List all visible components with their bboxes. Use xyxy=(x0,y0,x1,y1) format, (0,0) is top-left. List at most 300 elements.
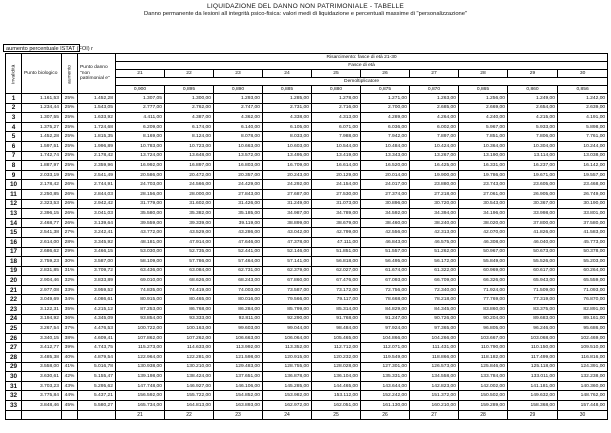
footer-age-25: 25 xyxy=(312,410,361,419)
increase-pct-cell: 26% xyxy=(62,218,78,228)
amount-cell: 1.249,00 xyxy=(508,94,558,104)
amount-cell: 91.247,00 xyxy=(361,314,410,324)
invalidity-cell: 9 xyxy=(6,170,22,180)
amount-cell: 84.345,00 xyxy=(410,305,459,315)
footer-blank-cell xyxy=(62,410,78,419)
amount-cell: 2.669,00 xyxy=(459,103,508,113)
amount-cell: 106.064,00 xyxy=(263,333,312,343)
amount-cell: 13.724,00 xyxy=(116,151,165,161)
table-row xyxy=(6,314,608,324)
footer-age-27: 27 xyxy=(410,410,459,419)
amount-cell: 155.722,00 xyxy=(165,391,214,401)
amount-cell: 146.927,00 xyxy=(165,381,214,391)
amount-cell: 37.800,00 xyxy=(508,218,558,228)
amount-cell: 163.893,00 xyxy=(214,401,263,411)
multiplier-cell: 0,875 xyxy=(361,86,410,94)
amount-cell: 28.000,00 xyxy=(165,189,214,199)
amount-cell: 99.044,00 xyxy=(263,324,312,334)
amount-cell: 5.933,00 xyxy=(508,122,558,132)
base-point-cell: 3.267,54 xyxy=(22,324,62,334)
amount-cell: 27.687,00 xyxy=(263,189,312,199)
amount-cell: 100.722,00 xyxy=(116,324,165,334)
amount-cell: 46.308,00 xyxy=(459,237,508,247)
amount-cell: 125.846,00 xyxy=(459,362,508,372)
base-point-cell: 3.485,38 xyxy=(22,353,62,363)
table-row xyxy=(6,295,608,305)
amount-cell: 87.253,00 xyxy=(116,305,165,315)
amount-cell: 2.654,00 xyxy=(508,103,558,113)
increase-pct-cell: 38% xyxy=(62,333,78,343)
amount-cell: 50.967,00 xyxy=(459,247,508,257)
amount-cell: 80.465,00 xyxy=(165,295,214,305)
age-header-26: 26 xyxy=(361,70,410,78)
amount-cell: 38.899,00 xyxy=(263,218,312,228)
base-point-cell: 1.742,74 xyxy=(22,151,62,161)
amount-cell: 16.520,00 xyxy=(361,161,410,171)
amount-cell: 46.575,00 xyxy=(410,237,459,247)
amount-cell: 39.559,00 xyxy=(116,218,165,228)
damage-point-cell: 4.345,09 xyxy=(78,314,116,324)
amount-cell: 95.686,00 xyxy=(558,324,608,334)
amount-cell: 115.273,00 xyxy=(116,343,165,353)
amount-cell: 153.112,00 xyxy=(312,391,361,401)
amount-cell: 126.573,00 xyxy=(410,362,459,372)
table-row xyxy=(6,141,608,151)
amount-cell: 51.262,00 xyxy=(410,247,459,257)
amount-cell: 60.264,00 xyxy=(558,266,608,276)
amount-cell: 16.237,00 xyxy=(508,161,558,171)
amount-cell: 34.394,00 xyxy=(410,209,459,219)
table-row xyxy=(6,132,608,142)
amount-cell: 7.806,00 xyxy=(508,132,558,142)
base-point-cell: 1.234,44 xyxy=(22,103,62,113)
amount-cell: 60.617,00 xyxy=(508,266,558,276)
amount-cell: 35.185,00 xyxy=(214,209,263,219)
table-row xyxy=(6,94,608,104)
amount-cell: 162.051,00 xyxy=(312,401,361,411)
base-point-cell: 3.558,00 xyxy=(22,362,62,372)
amount-cell: 8.124,00 xyxy=(165,132,214,142)
increase-pct-cell: 25% xyxy=(62,94,78,104)
base-point-cell: 3.340,15 xyxy=(22,333,62,343)
amount-cell: 161.130,00 xyxy=(361,401,410,411)
amount-cell: 153.982,00 xyxy=(263,391,312,401)
amount-cell: 79.117,00 xyxy=(312,295,361,305)
amount-cell: 8.078,00 xyxy=(214,132,263,142)
amount-cell: 13.495,00 xyxy=(263,151,312,161)
table-row xyxy=(6,113,608,123)
increase-pct-cell: 25% xyxy=(62,151,78,161)
amount-cell: 38.679,00 xyxy=(312,218,361,228)
amount-cell: 2.700,00 xyxy=(361,103,410,113)
amount-cell: 120.232,00 xyxy=(312,353,361,363)
amount-cell: 23.880,00 xyxy=(410,180,459,190)
amount-cell: 80.016,00 xyxy=(214,295,263,305)
footer-blank-cell xyxy=(78,410,116,419)
amount-cell: 10.244,00 xyxy=(558,141,608,151)
amount-cell: 30.896,00 xyxy=(361,199,410,209)
page-subtitle: Danno permanente da lesioni all integrità psico-fisica: valori medi di liquidazione e percentuali massime di "personalizzazione" xyxy=(143,11,468,17)
base-point-cell: 2.468,77 xyxy=(22,218,62,228)
table-row xyxy=(6,257,608,267)
invalidity-cell: 16 xyxy=(6,237,22,247)
base-point-cell: 1.887,97 xyxy=(22,161,62,171)
amount-cell: 52.146,00 xyxy=(263,247,312,257)
amount-cell: 16.992,00 xyxy=(116,161,165,171)
base-point-cell: 1.161,53 xyxy=(22,94,62,104)
base-point-cell: 2.250,85 xyxy=(22,189,62,199)
damage-point-cell: 3.587,00 xyxy=(78,257,116,267)
amount-cell: 7.761,00 xyxy=(558,132,608,142)
amount-cell: 82.891,00 xyxy=(558,305,608,315)
table-row xyxy=(6,161,608,171)
increase-pct-cell: 41% xyxy=(62,362,78,372)
amount-cell: 39.119,00 xyxy=(214,218,263,228)
amount-cell: 52.735,00 xyxy=(165,247,214,257)
table-row xyxy=(6,122,608,132)
amount-cell: 107.262,00 xyxy=(165,333,214,343)
invalidity-cell: 11 xyxy=(6,189,22,199)
table-row xyxy=(6,324,608,334)
table-row xyxy=(6,343,608,353)
amount-cell: 57.141,00 xyxy=(263,257,312,267)
base-point-cell: 3.122,31 xyxy=(22,305,62,315)
amount-cell: 67.860,00 xyxy=(263,276,312,286)
amount-cell: 16.331,00 xyxy=(459,161,508,171)
amount-cell: 19.557,00 xyxy=(558,170,608,180)
amount-cell: 139.198,00 xyxy=(116,372,165,382)
footer-age-30: 30 xyxy=(558,410,608,419)
table-row xyxy=(6,381,608,391)
amount-cell: 60.969,00 xyxy=(459,266,508,276)
table-row xyxy=(6,391,608,401)
damage-point-cell: 1.633,92 xyxy=(78,113,116,123)
damage-point-cell: 4.476,53 xyxy=(78,324,116,334)
amount-cell: 143.644,00 xyxy=(361,381,410,391)
invalidity-cell: 31 xyxy=(6,381,22,391)
increase-pct-cell: 25% xyxy=(62,170,78,180)
increase-pct-cell: 31% xyxy=(62,266,78,276)
amount-cell: 43.529,00 xyxy=(165,228,214,238)
amount-cell: 10.484,00 xyxy=(361,141,410,151)
amount-cell: 78.218,00 xyxy=(410,295,459,305)
damage-point-cell: 4.743,75 xyxy=(78,343,116,353)
invalidity-cell: 13 xyxy=(6,209,22,219)
table-row xyxy=(6,362,608,372)
amount-cell: 97.924,00 xyxy=(361,324,410,334)
amount-cell: 144.465,00 xyxy=(312,381,361,391)
amount-cell: 57.786,00 xyxy=(165,257,214,267)
amount-cell: 107.862,00 xyxy=(116,333,165,343)
amount-cell: 157.448,00 xyxy=(558,401,608,411)
amount-cell: 137.651,00 xyxy=(214,372,263,382)
damage-point-cell: 2.744,91 xyxy=(78,180,116,190)
amount-cell: 1.242,00 xyxy=(558,94,608,104)
amount-cell: 1.263,00 xyxy=(410,94,459,104)
amount-cell: 62.027,00 xyxy=(312,266,361,276)
invalidity-cell: 5 xyxy=(6,132,22,142)
base-point-cell: 2.178,42 xyxy=(22,180,62,190)
amount-cell: 117.499,00 xyxy=(508,353,558,363)
base-point-cell: 2.977,08 xyxy=(22,285,62,295)
amount-cell: 10.783,00 xyxy=(116,141,165,151)
amount-cell: 135.331,00 xyxy=(361,372,410,382)
amount-cell: 13.114,00 xyxy=(508,151,558,161)
amount-cell: 1.300,00 xyxy=(165,94,214,104)
amount-cell: 136.878,00 xyxy=(263,372,312,382)
invalidity-cell: 7 xyxy=(6,151,22,161)
amount-cell: 67.093,00 xyxy=(361,276,410,286)
increase-pct-cell: 26% xyxy=(62,199,78,209)
base-point-cell: 3.848,46 xyxy=(22,401,62,411)
amount-cell: 93.333,00 xyxy=(165,314,214,324)
amount-cell: 5.898,00 xyxy=(558,122,608,132)
amount-cell: 69.010,00 xyxy=(116,276,165,286)
increase-pct-cell: 44% xyxy=(62,391,78,401)
amount-cell: 103.667,00 xyxy=(459,333,508,343)
invalidity-cell: 20 xyxy=(6,276,22,286)
amount-cell: 141.181,00 xyxy=(508,381,558,391)
amount-cell: 19.671,00 xyxy=(508,170,558,180)
amount-cell: 4.240,00 xyxy=(459,113,508,123)
amount-cell: 42.556,00 xyxy=(361,228,410,238)
amount-cell: 20.129,00 xyxy=(312,170,361,180)
invalidity-cell: 14 xyxy=(6,218,22,228)
base-point-cell: 3.049,69 xyxy=(22,295,62,305)
amount-cell: 136.104,00 xyxy=(312,372,361,382)
amount-cell: 13.572,00 xyxy=(214,151,263,161)
amount-cell: 52.441,00 xyxy=(214,247,263,257)
amount-cell: 6.105,00 xyxy=(263,122,312,132)
base-point-cell: 1.375,27 xyxy=(22,122,62,132)
amount-cell: 154.852,00 xyxy=(214,391,263,401)
amount-cell: 10.603,00 xyxy=(263,141,312,151)
amount-cell: 42.799,00 xyxy=(312,228,361,238)
amount-cell: 160.210,00 xyxy=(410,401,459,411)
amount-cell: 26.749,00 xyxy=(558,189,608,199)
amount-cell: 134.558,00 xyxy=(410,372,459,382)
table-row xyxy=(6,218,608,228)
amount-cell: 118.866,00 xyxy=(410,353,459,363)
amount-cell: 89.683,00 xyxy=(508,314,558,324)
amount-cell: 74.003,00 xyxy=(214,285,263,295)
amount-cell: 50.378,00 xyxy=(558,247,608,257)
amount-cell: 4.215,00 xyxy=(508,113,558,123)
footer-age-24: 24 xyxy=(263,410,312,419)
age-header-28: 28 xyxy=(459,70,508,78)
amount-cell: 147.748,00 xyxy=(116,381,165,391)
amount-cell: 118.182,00 xyxy=(459,353,508,363)
invalidity-cell: 23 xyxy=(6,305,22,315)
multiplier-cell: 0,900 xyxy=(116,86,165,94)
table-row xyxy=(6,353,608,363)
istat-increase-field[interactable]: aumento percentuale ISTAT (FOI) r xyxy=(3,44,80,52)
amount-cell: 83.860,00 xyxy=(459,305,508,315)
amount-cell: 71.509,00 xyxy=(508,285,558,295)
amount-cell: 1.278,00 xyxy=(312,94,361,104)
base-point-cell: 2.541,38 xyxy=(22,228,62,238)
amount-cell: 24.429,00 xyxy=(214,180,263,190)
col-header-invalidita: Invalidità xyxy=(6,54,22,94)
table-row xyxy=(6,285,608,295)
invalidity-cell: 19 xyxy=(6,266,22,276)
amount-cell: 13.038,00 xyxy=(558,151,608,161)
increase-pct-cell: 32% xyxy=(62,276,78,286)
amount-cell: 24.566,00 xyxy=(165,180,214,190)
amount-cell: 7.851,00 xyxy=(459,132,508,142)
amount-cell: 27.530,00 xyxy=(312,189,361,199)
amount-cell: 89.161,00 xyxy=(558,314,608,324)
amount-cell: 4.289,00 xyxy=(361,113,410,123)
damage-point-cell: 1.815,35 xyxy=(78,132,116,142)
invalidity-cell: 29 xyxy=(6,362,22,372)
amount-cell: 47.646,00 xyxy=(214,237,263,247)
amount-cell: 1.293,00 xyxy=(214,94,263,104)
damage-point-cell: 2.942,42 xyxy=(78,199,116,209)
amount-cell: 57.464,00 xyxy=(214,257,263,267)
amount-cell: 46.040,00 xyxy=(508,237,558,247)
amount-cell: 4.313,00 xyxy=(312,113,361,123)
amount-cell: 4.411,00 xyxy=(116,113,165,123)
footer-age-23: 23 xyxy=(214,410,263,419)
amount-cell: 142.002,00 xyxy=(459,381,508,391)
table-row xyxy=(6,189,608,199)
amount-cell: 20.357,00 xyxy=(214,170,263,180)
amount-cell: 85.799,00 xyxy=(263,305,312,315)
table-row xyxy=(6,209,608,219)
amount-cell: 1.307,05 xyxy=(116,94,165,104)
table-row xyxy=(6,401,608,411)
amount-cell: 39.339,00 xyxy=(165,218,214,228)
invalidity-cell: 18 xyxy=(6,257,22,267)
damage-point-cell: 4.879,54 xyxy=(78,353,116,363)
invalidity-cell: 25 xyxy=(6,324,22,334)
damage-point-cell: 1.724,68 xyxy=(78,122,116,132)
amount-cell: 68.626,00 xyxy=(165,276,214,286)
amount-cell: 34.592,00 xyxy=(361,209,410,219)
amount-cell: 56.495,00 xyxy=(361,257,410,267)
damage-point-cell: 1.543,05 xyxy=(78,103,116,113)
amount-cell: 110.790,00 xyxy=(459,343,508,353)
amount-cell: 10.544,00 xyxy=(312,141,361,151)
amount-cell: 47.914,00 xyxy=(165,237,214,247)
amount-cell: 63.084,00 xyxy=(165,266,214,276)
amount-cell: 120.915,00 xyxy=(263,353,312,363)
amount-cell: 71.924,00 xyxy=(459,285,508,295)
damage-point-cell: 3.959,52 xyxy=(78,285,116,295)
amount-cell: 74.835,00 xyxy=(116,285,165,295)
amount-cell: 23.743,00 xyxy=(459,180,508,190)
invalidity-cell: 26 xyxy=(6,333,22,343)
base-point-cell: 3.194,92 xyxy=(22,314,62,324)
damage-point-cell: 3.041,03 xyxy=(78,209,116,219)
amount-cell: 146.106,00 xyxy=(214,381,263,391)
invalidity-cell: 10 xyxy=(6,180,22,190)
amount-cell: 56.172,00 xyxy=(410,257,459,267)
amount-cell: 13.648,00 xyxy=(165,151,214,161)
invalidity-cell: 17 xyxy=(6,247,22,257)
base-point-cell: 2.904,46 xyxy=(22,276,62,286)
amount-cell: 72.756,00 xyxy=(361,285,410,295)
amount-cell: 26.905,00 xyxy=(508,189,558,199)
amount-cell: 78.668,00 xyxy=(361,295,410,305)
amount-cell: 24.154,00 xyxy=(312,180,361,190)
amount-cell: 73.587,00 xyxy=(263,285,312,295)
damage-point-cell: 4.609,41 xyxy=(78,333,116,343)
amount-cell: 31.426,00 xyxy=(214,199,263,209)
amount-cell: 96.805,00 xyxy=(459,324,508,334)
increase-pct-cell: 27% xyxy=(62,228,78,238)
amount-cell: 79.566,00 xyxy=(263,295,312,305)
amount-cell: 74.419,00 xyxy=(165,285,214,295)
base-point-cell: 2.831,85 xyxy=(22,266,62,276)
damage-point-cell: 3.466,15 xyxy=(78,247,116,257)
table-row xyxy=(6,103,608,113)
amount-cell: 150.502,00 xyxy=(459,391,508,401)
amount-cell: 72.340,00 xyxy=(410,285,459,295)
damage-point-cell: 1.996,89 xyxy=(78,141,116,151)
amount-cell: 98.484,00 xyxy=(312,324,361,334)
amount-cell: 77.769,00 xyxy=(459,295,508,305)
amount-cell: 71.093,00 xyxy=(558,285,608,295)
amount-cell: 51.557,00 xyxy=(361,247,410,257)
table-row xyxy=(6,305,608,315)
amount-cell: 66.709,00 xyxy=(410,276,459,286)
table-row xyxy=(6,247,608,257)
amount-cell: 31.073,00 xyxy=(312,199,361,209)
amount-cell: 152.242,00 xyxy=(361,391,410,401)
amount-cell: 30.190,00 xyxy=(558,199,608,209)
amount-cell: 19.900,00 xyxy=(410,170,459,180)
increase-pct-cell: 34% xyxy=(62,295,78,305)
table-row xyxy=(6,333,608,343)
amount-cell: 27.218,00 xyxy=(410,189,459,199)
invalidity-cell: 3 xyxy=(6,113,22,123)
amount-cell: 142.823,00 xyxy=(410,381,459,391)
amount-cell: 33.801,00 xyxy=(558,209,608,219)
amount-cell: 102.469,00 xyxy=(558,333,608,343)
amount-cell: 97.365,00 xyxy=(410,324,459,334)
increase-pct-cell: 26% xyxy=(62,180,78,190)
page-title: LIQUIDAZIONE DEL DANNO NON PATRIMONIALE - TABELLE xyxy=(206,3,405,10)
amount-cell: 6.002,00 xyxy=(410,122,459,132)
increase-pct-cell: 40% xyxy=(62,353,78,363)
amount-cell: 42.313,00 xyxy=(410,228,459,238)
invalidity-cell: 8 xyxy=(6,161,22,171)
damage-point-cell: 2.178,42 xyxy=(78,151,116,161)
amount-cell: 2.762,00 xyxy=(165,103,214,113)
invalidity-cell: 27 xyxy=(6,343,22,353)
amount-cell: 56.818,00 xyxy=(312,257,361,267)
amount-cell: 7.988,00 xyxy=(312,132,361,142)
amount-cell: 10.424,00 xyxy=(410,141,459,151)
increase-pct-cell: 35% xyxy=(62,305,78,315)
invalidity-cell: 21 xyxy=(6,285,22,295)
amount-cell: 132.238,00 xyxy=(558,372,608,382)
footer-age-29: 29 xyxy=(508,410,558,419)
amount-cell: 85.314,00 xyxy=(312,305,361,315)
amount-cell: 86.768,00 xyxy=(165,305,214,315)
amount-cell: 104.866,00 xyxy=(361,333,410,343)
amount-cell: 20.586,00 xyxy=(116,170,165,180)
increase-pct-cell: 42% xyxy=(62,372,78,382)
col-header-punto-danno: Punto danno "non patrimonial e" xyxy=(78,54,116,94)
amount-cell: 2.777,00 xyxy=(116,103,165,113)
amount-cell: 68.243,00 xyxy=(214,276,263,286)
amount-cell: 7.897,00 xyxy=(410,132,459,142)
amount-cell: 113.352,00 xyxy=(263,343,312,353)
damage-point-cell: 2.541,49 xyxy=(78,170,116,180)
